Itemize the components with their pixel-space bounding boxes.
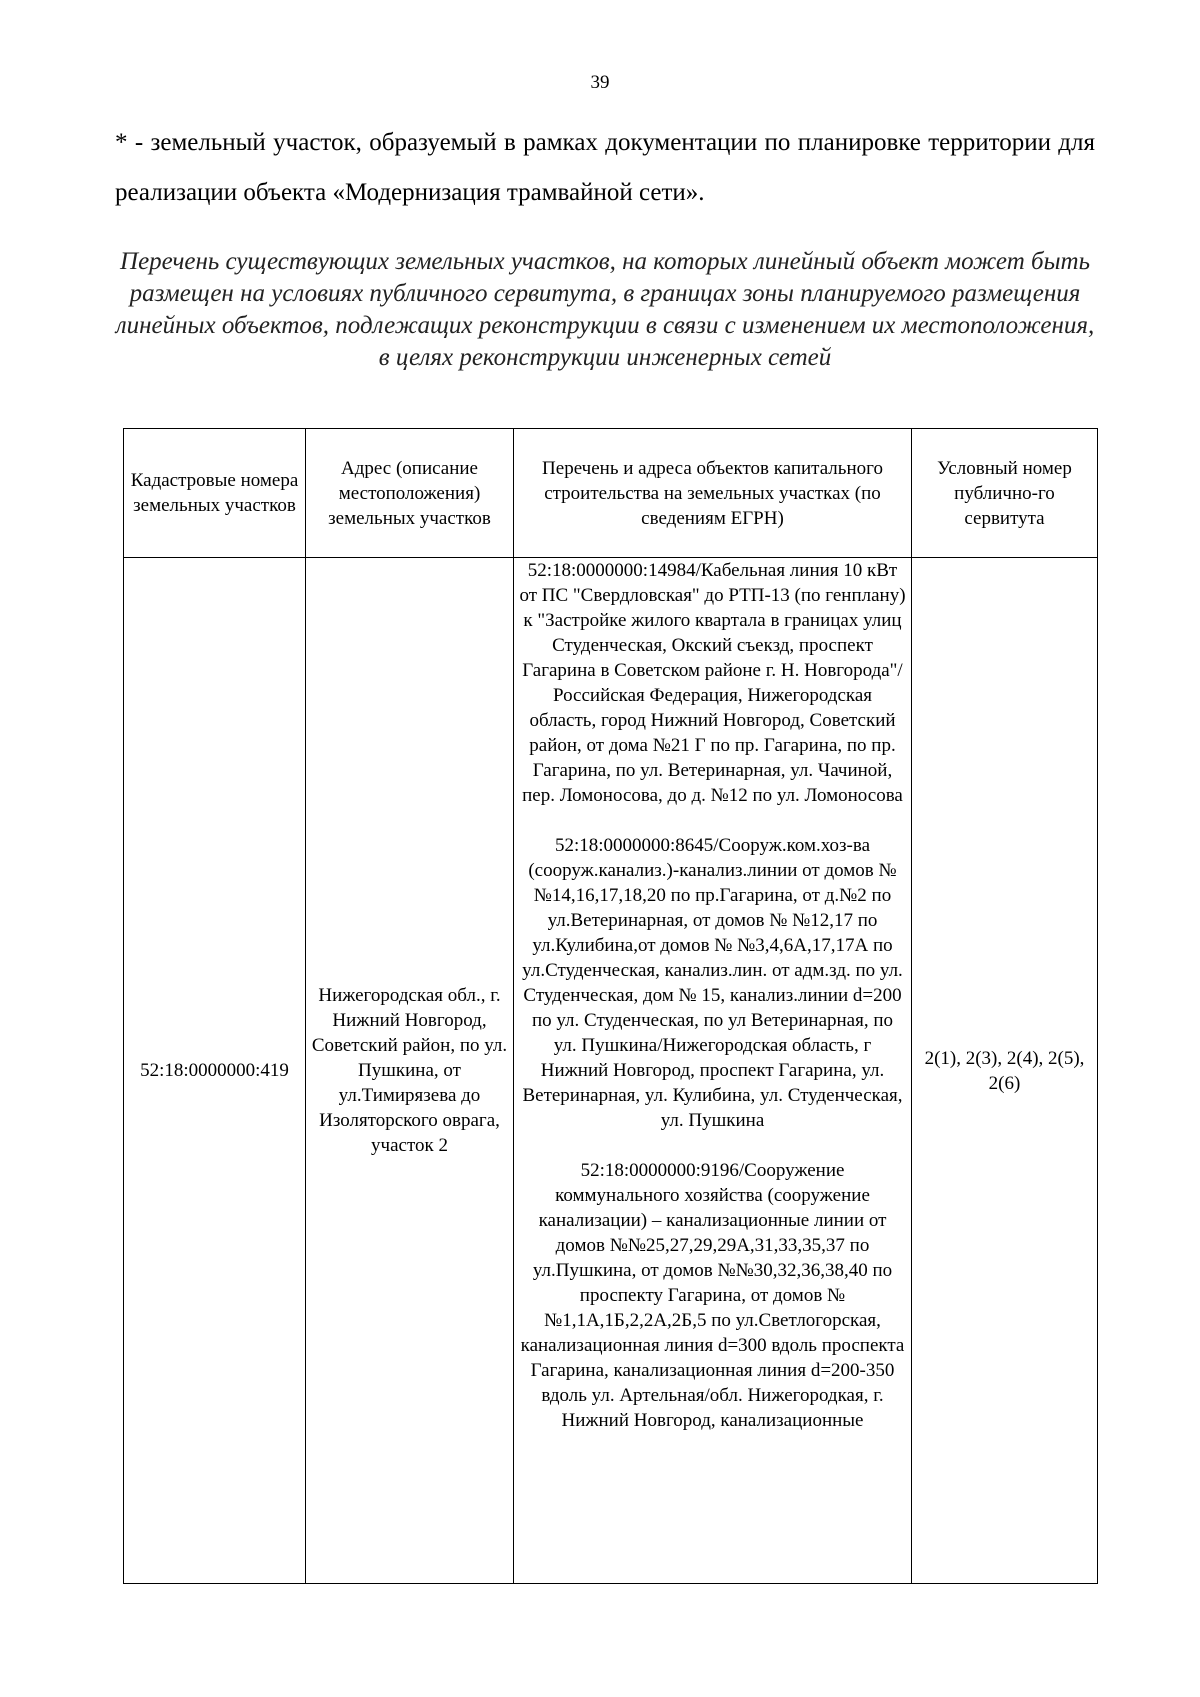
land-plots-table — [123, 428, 1098, 1584]
object-entry: 52:18:0000000:9196/Сооружение коммунального хозяйства (сооружение канализации) – канализационные линии от домов №№25,27,29,29А,31,33,35,37 по ул.Пушкина, от домов №№30,32,36,38,40 по проспекту Гагарина, от домов №№1,1А,1Б,2,2А,2Б,5 по ул.Светлогорская, канализационная линия d=300 вдоль проспекта Гагарина, канализационная линия d=200-350 вдоль ул. Артельная/обл. Нижегородкая, г. Нижний Новгород, канализационные — [520, 1160, 905, 1431]
header-servitude-number: Условный номер публично-го сервитута — [912, 429, 1098, 558]
page-number: 39 — [590, 72, 610, 93]
table-header-row — [124, 429, 1098, 558]
table-caption: Перечень существующих земельных участков, на которых линейный объект может быть размещен на условиях публичного сервитута, в границах зоны планируемого размещения линейных объектов, подлежащих реконструкции в связи с изменением их местоположения, в целях реконструкции инженерных сетей — [115, 248, 1095, 371]
object-entry: 52:18:0000000:14984/Кабельная линия 10 кВт от ПС "Свердловская" до РТП-13 (по генплану) к "Застройке жилого квартала в границах улиц Студенческая, Окский съекзд, проспект Гагарина в Советском районе г. Н. Новгорода"/Российская Федерация, Нижегородская область, город Нижний Новгород, Советский район, от дома №21 Г по пр. Гагарина, по пр. Гагарина, по ул. Ветеринарная, ул. Чачиной, пер. Ломоносова, до д. №12 по ул. Ломоносова — [519, 560, 906, 806]
cell-cadastral-number: 52:18:0000000:419 — [124, 558, 306, 1584]
object-entry: 52:18:0000000:8645/Сооруж.ком.хоз-ва (сооруж.канализ.)-канализ.линии от домов № №14,16,17,18,20 по пр.Гагарина, от д.№2 по ул.Ветеринарная, от домов № №12,17 по ул.Кулибина,от домов № №3,4,6А,17,17А по ул.Студенческая, канализ.лин. от адм.зд. по ул. Студенческая, дом № 15, канализ.линии d=200 по ул. Студенческая, по ул Ветеринарная, по ул. Пушкина/Нижегородская область, г Нижний Новгород, проспект Гагарина, ул. Ветеринарная, ул. Кулибина, ул. Студенческая, ул. Пушкина — [522, 835, 903, 1131]
cell-servitude-number: 2(1), 2(3), 2(4), 2(5), 2(6) — [912, 558, 1098, 1584]
header-address: Адрес (описание местоположения) земельных участков — [306, 429, 514, 558]
table-row — [124, 558, 1098, 1584]
header-objects: Перечень и адреса объектов капитального строительства на земельных участках (по сведениям ЕГРН) — [514, 429, 912, 558]
cell-objects — [514, 558, 912, 1584]
footnote-text: * - земельный участок, образуемый в рамках документации по планировке территории для реализации объекта «Модернизация трамвайной сети». — [115, 129, 1095, 206]
cell-address: Нижегородская обл., г. Нижний Новгород, Советский район, по ул. Пушкина, от ул.Тимирязева до Изоляторского оврага, участок 2 — [306, 558, 514, 1584]
header-cadastral-numbers: Кадастровые номера земельных участков — [124, 429, 306, 558]
